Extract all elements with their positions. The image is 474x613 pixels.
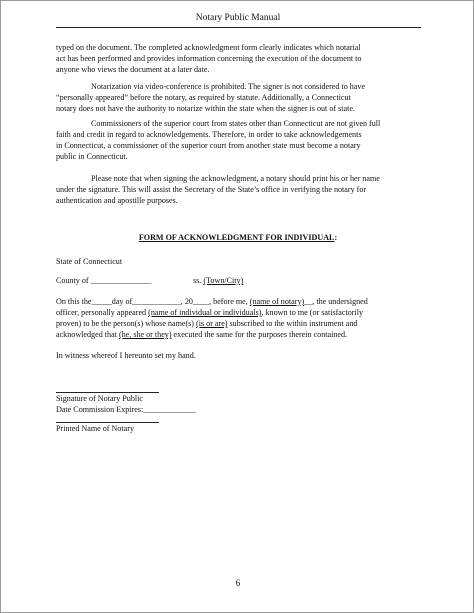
ss-label: ss.	[193, 276, 202, 285]
paragraph-2-line-3: notary does not have the authority to notarize within the state when the signer is out of state.	[56, 104, 355, 113]
ack-line-1-g: , before me,	[209, 297, 250, 306]
signature-line	[56, 392, 159, 393]
form-heading-colon: :	[334, 233, 338, 242]
paragraph-1-line-1: typed on the document. The completed acknowledgment form clearly indicates which notarial	[56, 43, 361, 52]
witness-statement: In witness whereof I hereunto set my hand.	[56, 351, 196, 360]
paragraph-3-line-3: in Connecticut, a commissioner of the superior court from another state must become a notary	[56, 141, 361, 150]
ack-line-1-a: On this the	[56, 297, 92, 306]
paragraph-4-line-1: Please note that when signing the acknowledgment, a notary should print his or her name	[91, 174, 380, 183]
paragraph-3-line-4: public in Connecticut.	[56, 152, 128, 161]
paragraph-2-line-1: Notarization via video-conference is prohibited. The signer is not considered to have	[91, 82, 366, 91]
notary-name-placeholder: (name of notary)	[249, 297, 305, 306]
paragraph-1-line-3: anyone who views the document at a later date.	[56, 65, 210, 74]
ack-line-1-e: , 20	[180, 297, 193, 306]
day-blank: _____	[91, 297, 112, 306]
ack-line-4	[56, 330, 347, 341]
signature-label: Signature of Notary Public	[56, 394, 143, 403]
paragraph-2-line-2: “personally appeared” before the notary, as required by statute. Additionally, a Connecticut	[56, 93, 351, 102]
commission-label: Date Commission Expires:	[56, 405, 144, 414]
ss-town-line	[193, 276, 243, 287]
paragraph-4-line-3: authentication and apostille purposes.	[56, 196, 178, 205]
county-line	[56, 276, 151, 287]
town-city-placeholder: (Town/City)	[203, 276, 244, 285]
ack-line-2-a: officer, personally appeared	[56, 308, 149, 317]
form-heading	[1, 233, 474, 244]
ack-line-3-a: proven) to be the person(s) whose name(s)	[56, 319, 197, 328]
ack-line-4-a: acknowledged that	[56, 330, 119, 339]
header-rule	[56, 27, 421, 28]
pronoun-placeholder: (he, she or they)	[118, 330, 172, 339]
printed-name-line	[56, 422, 159, 423]
printed-name-label: Printed Name of Notary	[56, 424, 134, 433]
is-or-are-placeholder: (is or are)	[196, 319, 228, 328]
page-header-title: Notary Public Manual	[195, 13, 281, 23]
ack-line-2-c: , known to me (or satisfactorily	[261, 308, 364, 317]
page-number: 6	[235, 578, 241, 588]
commission-line	[56, 405, 196, 416]
ack-line-2	[56, 308, 363, 319]
ack-line-1	[56, 297, 368, 308]
paragraph-3-line-2: faith and credit in regard to acknowledgements. Therefore, in order to take acknowledgements	[56, 130, 362, 139]
county-blank: _______________	[90, 276, 152, 285]
ack-line-4-c: executed the same for the purposes therein contained.	[171, 330, 348, 339]
paragraph-4-line-2: under the signature. This will assist the Secretary of the State’s office in verifying the notary for	[56, 185, 367, 194]
ack-line-1-c: day of	[111, 297, 133, 306]
month-blank: ____________	[132, 297, 181, 306]
form-heading-text: FORM OF ACKNOWLEDGMENT FOR INDIVIDUAL	[138, 233, 335, 242]
commission-blank: _____________	[143, 405, 196, 414]
county-label: County of	[56, 276, 89, 285]
ack-line-3-c: subscribed to the within instrument and	[227, 319, 358, 328]
ack-line-1-i: __, the undersigned	[304, 297, 368, 306]
year-blank: ____	[192, 297, 210, 306]
state-label: State of Connecticut	[56, 257, 123, 266]
paragraph-1-line-2: act has been performed and provides information concerning the execution of the document to	[56, 54, 362, 63]
ack-line-3	[56, 319, 357, 330]
individual-name-placeholder: (name of individual or individuals)	[148, 308, 262, 317]
paragraph-3-line-1: Commissioners of the superior court from states other than Connecticut are not given full	[91, 119, 381, 128]
